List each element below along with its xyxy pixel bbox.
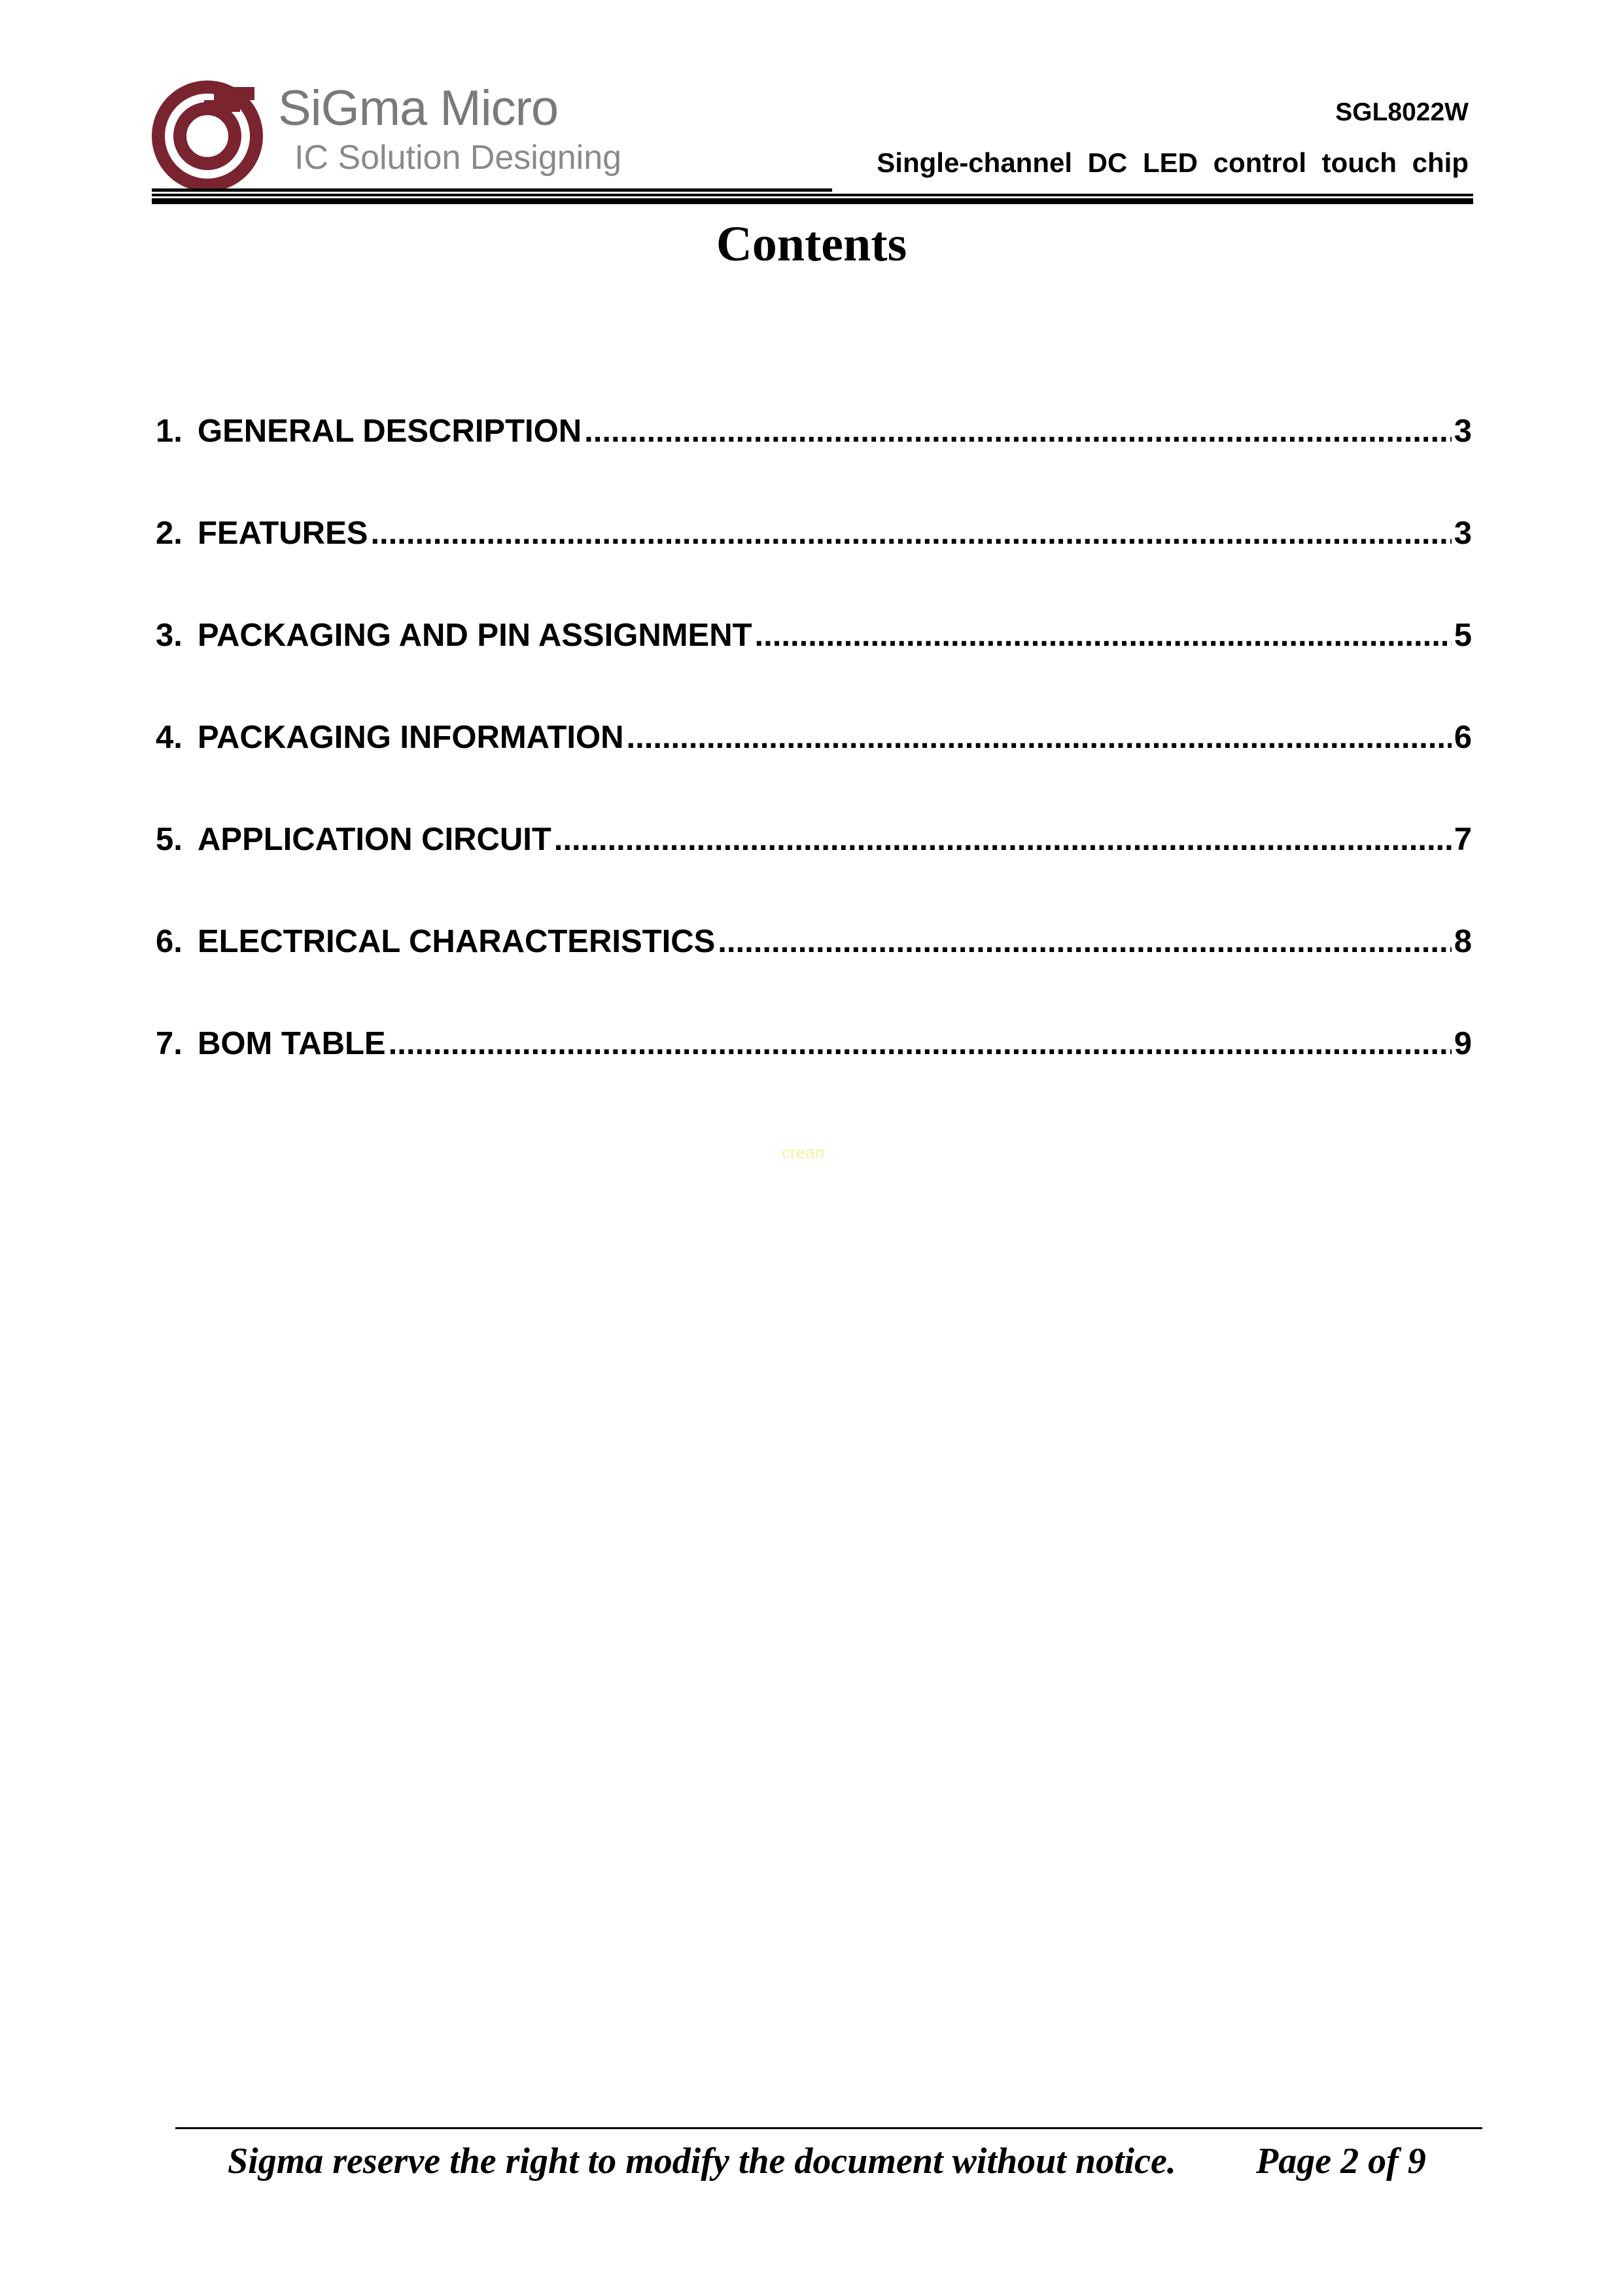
toc-title: GENERAL DESCRIPTION <box>198 414 582 449</box>
toc-number: 3. <box>156 618 183 653</box>
footer-divider <box>175 2127 1482 2129</box>
toc-number: 7. <box>156 1026 183 1061</box>
toc-page-number: 3 <box>1454 414 1472 449</box>
toc-page-number: 8 <box>1454 924 1472 959</box>
toc-leader-dots <box>626 722 1451 754</box>
header-divider-short <box>152 188 832 192</box>
toc-entry-bom-table[interactable] <box>156 1028 1472 1130</box>
toc-number: 2. <box>156 516 183 551</box>
table-of-contents <box>156 415 1472 1130</box>
toc-leader-dots <box>370 518 1451 550</box>
toc-page-number: 5 <box>1454 618 1472 653</box>
toc-entry-electrical-characteristics[interactable] <box>156 926 1472 1028</box>
header-divider-thick <box>152 198 1473 204</box>
footer-notice: Sigma reserve the right to modify the document without notice. <box>228 2141 1176 2181</box>
footer-page-label: Page 2 of 9 <box>1256 2141 1426 2181</box>
toc-number: 6. <box>156 924 183 959</box>
toc-title: PACKAGING INFORMATION <box>198 720 624 755</box>
toc-entry-general-description[interactable] <box>156 415 1472 518</box>
document-subtitle: Single-channel DC LED control touch chip <box>877 147 1469 178</box>
toc-title: APPLICATION CIRCUIT <box>198 822 551 857</box>
toc-page-number: 9 <box>1454 1026 1472 1061</box>
brand-tagline: IC Solution Designing <box>294 139 622 177</box>
toc-entry-application-circuit[interactable] <box>156 824 1472 926</box>
toc-title: FEATURES <box>198 516 368 551</box>
brand-name: SiGma Micro <box>278 80 559 136</box>
toc-leader-dots <box>389 1028 1452 1060</box>
toc-page-number: 3 <box>1454 516 1472 551</box>
header-divider-thin <box>152 194 1473 196</box>
toc-page-number: 7 <box>1454 822 1472 857</box>
toc-leader-dots <box>755 620 1452 652</box>
toc-title: BOM TABLE <box>198 1026 386 1061</box>
toc-entry-features[interactable] <box>156 518 1472 620</box>
page-title: Contents <box>716 217 907 272</box>
toc-title: PACKAGING AND PIN ASSIGNMENT <box>198 618 752 653</box>
toc-number: 4. <box>156 720 183 755</box>
sigma-micro-logo-icon <box>152 80 263 192</box>
faint-watermark-text: crean <box>782 1142 825 1162</box>
toc-leader-dots <box>584 415 1452 448</box>
toc-number: 5. <box>156 822 183 857</box>
toc-leader-dots <box>554 824 1452 856</box>
toc-entry-packaging-information[interactable] <box>156 722 1472 824</box>
toc-number: 1. <box>156 414 183 449</box>
toc-entry-packaging-and-pin-assignment[interactable] <box>156 620 1472 722</box>
toc-page-number: 6 <box>1454 720 1472 755</box>
toc-title: ELECTRICAL CHARACTERISTICS <box>198 924 716 959</box>
document-code: SGL8022W <box>1335 98 1469 126</box>
toc-leader-dots <box>718 926 1451 958</box>
